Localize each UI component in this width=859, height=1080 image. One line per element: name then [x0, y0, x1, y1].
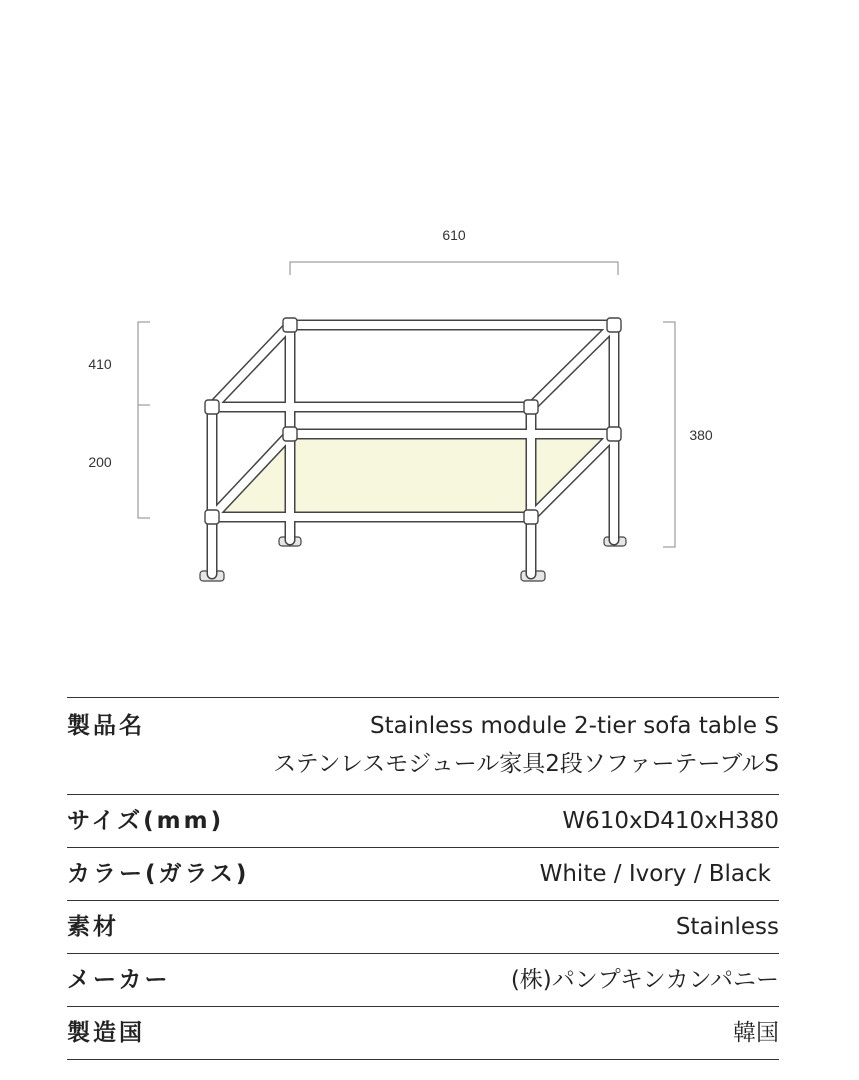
height-dimension-line: [663, 322, 675, 547]
spec-label-origin: 製造国: [67, 1020, 145, 1046]
spec-label-material: 素材: [67, 914, 119, 940]
spec-label-maker: メーカー: [67, 967, 171, 993]
height-dimension-label: 380: [689, 427, 713, 443]
spec-row-material: [67, 900, 779, 953]
depth-dimension-label: 410: [88, 356, 112, 372]
spec-value-maker: (株)パンプキンカンパニー: [510, 967, 779, 993]
spec-row-color: [67, 847, 779, 900]
spec-label-color: カラー(ガラス): [67, 861, 250, 887]
spec-value-color: White / Ivory / Black: [539, 861, 771, 887]
depth-dimension-line: [138, 322, 150, 518]
spec-value-material: Stainless: [675, 914, 779, 940]
spec-row-product-name: [67, 697, 779, 794]
table-feet: [200, 537, 626, 581]
spec-value-origin: 韓国: [733, 1020, 779, 1046]
lower-dimension-label: 200: [88, 454, 112, 470]
product-name-ja: ステンレスモジュール家具2段ソファーテーブルS: [273, 751, 779, 777]
spec-row-size: [67, 794, 779, 847]
spec-label-product-name: 製品名: [67, 713, 145, 739]
spec-label-size: サイズ(mm): [67, 808, 225, 834]
product-name-en: Stainless module 2-tier sofa table S: [370, 713, 779, 739]
spec-value-size: W610xD410xH380: [562, 808, 779, 834]
spec-value-product-name: [145, 712, 779, 794]
spec-row-origin: [67, 1006, 779, 1060]
spec-table: [67, 697, 779, 1060]
width-dimension-label: 610: [442, 227, 466, 243]
spec-row-maker: [67, 953, 779, 1006]
width-dimension-line: [290, 262, 618, 275]
